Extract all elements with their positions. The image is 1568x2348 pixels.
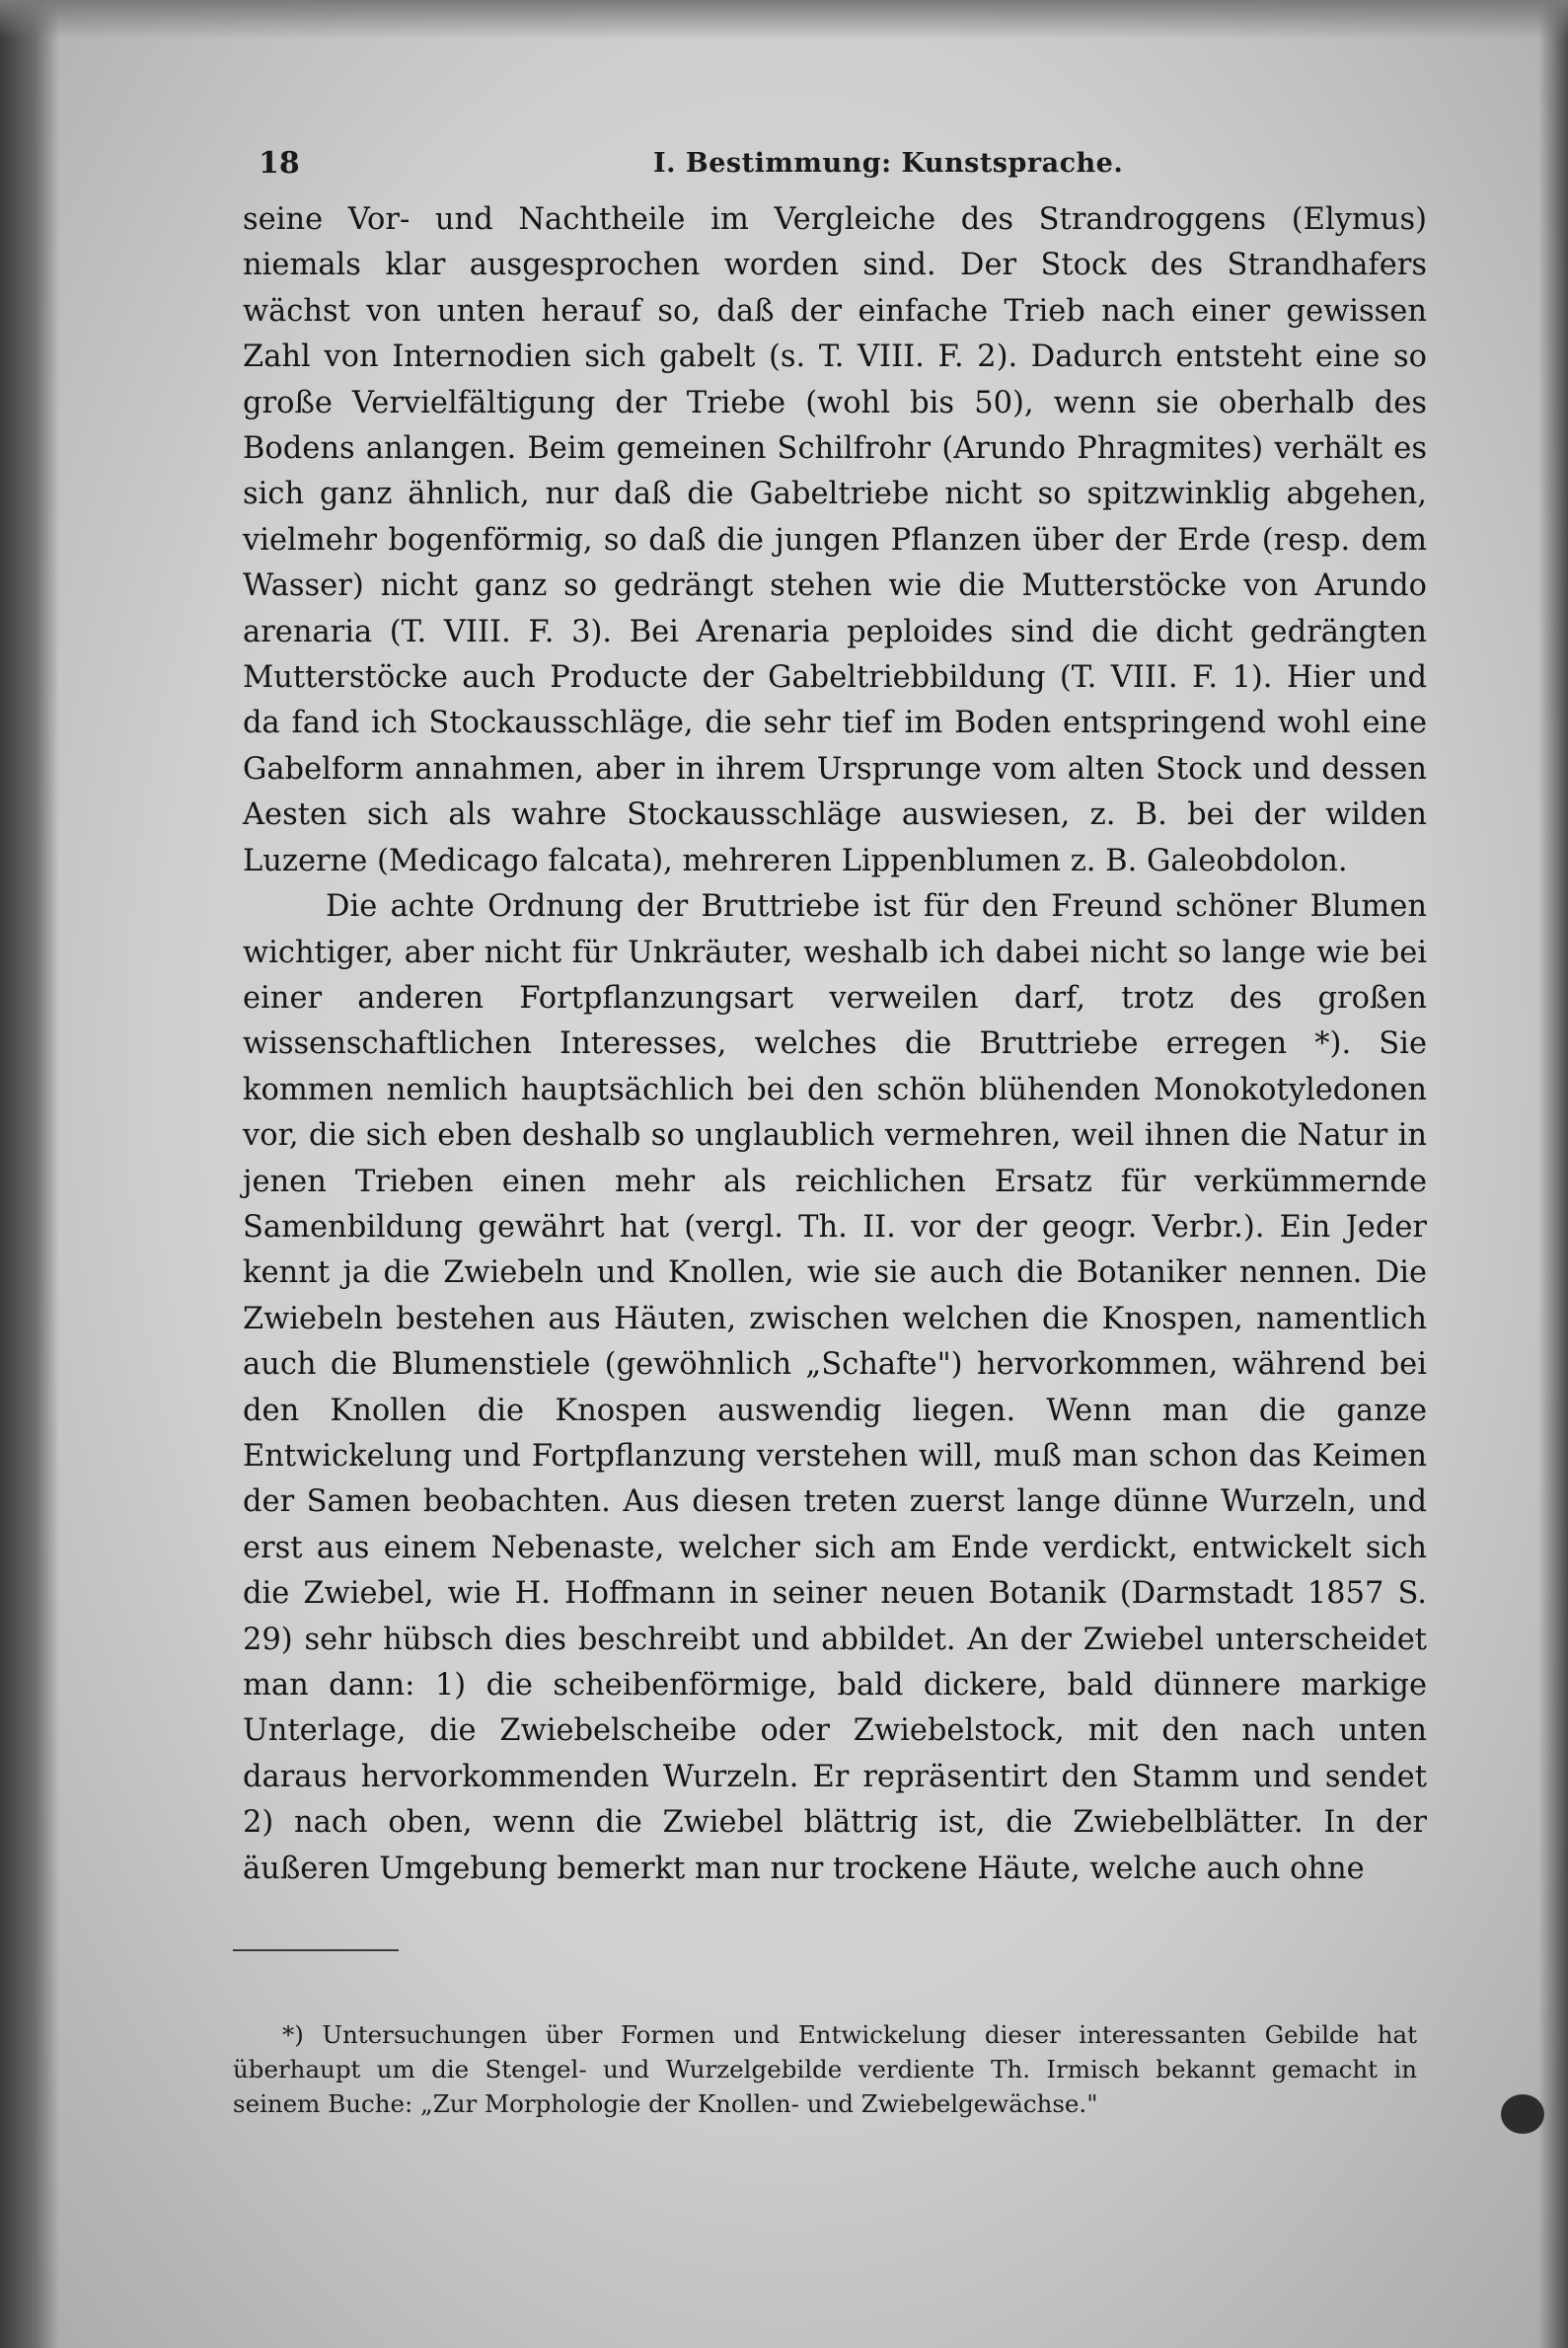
binding-shadow-left <box>0 0 59 2348</box>
page-header <box>259 146 1423 186</box>
main-text <box>243 197 1427 1892</box>
paragraph-1: seine Vor- und Nachtheile im Vergleiche des Strandroggens (Elymus) niemals klar ausgesprochen worden sind. Der Stock des Strandhafers wächst von unten herauf so, daß der einfache Trieb nach einer gewissen Zahl von Internodien sich gabelt (s. T. VIII. F. 2). Dadurch entsteht eine so große Vervielfältigung der Triebe (wohl bis 50), wenn sie oberhalb des Bodens anlangen. Beim gemeinen Schilfrohr (Arundo Phragmites) verhält es sich ganz ähnlich, nur daß die Gabeltriebe nicht so spitzwinklig abgehen, vielmehr bogenförmig, so daß die jungen Pflanzen über der Erde (resp. dem Wasser) nicht ganz so gedrängt stehen wie die Mutterstöcke von Arundo arenaria (T. VIII. F. 3). Bei Arenaria peploides sind die dicht gedrängten Mutterstöcke auch Producte der Gabeltriebbildung (T. VIII. F. 1). Hier und da fand ich Stockausschläge, die sehr tief im Boden entspringend wohl eine Gabelform annahmen, aber in ihrem Ursprunge vom alten Stock und dessen Aesten sich als wahre Stockausschläge auswiesen, z. B. bei der wilden Luzerne (Medicago falcata), mehreren Lippenblumen z. B. Galeobdolon. <box>243 202 1427 878</box>
paragraph-2: Die achte Ordnung der Bruttriebe ist für den Freund schöner Blumen wichtiger, aber nicht für Unkräuter, weshalb ich dabei nicht so lange wie bei einer anderen Fortpflanzungsart verweilen darf, trotz des großen wissenschaftlichen Interesses, welches die Bruttriebe erregen *). Sie kommen nemlich hauptsächlich bei den schön blühenden Monokotyledonen vor, die sich eben deshalb so unglaublich vermehren, weil ihnen die Natur in jenen Trieben einen mehr als reichlichen Ersatz für verkümmernde Samenbildung gewährt hat (vergl. Th. II. vor der geogr. Verbr.). Ein Jeder kennt ja die Zwiebeln und Knollen, wie sie auch die Botaniker nennen. Die Zwiebeln bestehen aus Häuten, zwischen welchen die Knospen, namentlich auch die Blumenstiele (gewöhnlich „Schafte") hervorkommen, während bei den Knollen die Knospen auswendig liegen. Wenn man die ganze Entwickelung und Fortpflanzung verstehen will, muß man schon das Keimen der Samen beobachten. Aus diesen treten zuerst lange dünne Wurzeln, und erst aus einem Nebenaste, welcher sich am Ende verdickt, entwickelt sich die Zwiebel, wie H. Hoffmann in seiner neuen Botanik (Darmstadt 1857 S. 29) sehr hübsch dies beschreibt und abbildet. An der Zwiebel unterscheidet man dann: 1) die scheibenförmige, bald dickere, bald dünnere markige Unterlage, die Zwiebelscheibe oder Zwiebelstock, mit den nach unten daraus hervorkommenden Wurzeln. Er repräsentirt den Stamm und sendet 2) nach oben, wenn die Zwiebel blättrig ist, die Zwiebelblätter. In der äußeren Umgebung bemerkt man nur trockene Häute, welche auch ohne <box>243 889 1427 1886</box>
footnote <box>233 2017 1417 2121</box>
page-edge-shadow-right <box>1538 0 1568 2348</box>
ink-blot <box>1501 2094 1544 2134</box>
running-title: I. Bestimmung: Kunstsprache. <box>653 148 1124 179</box>
footnote-divider <box>233 1949 399 1951</box>
page-number: 18 <box>259 146 300 181</box>
footnote-text: *) Untersuchungen über Formen und Entwickelung dieser interessanten Gebilde hat überhaupt um die Stengel- und Wurzelgebilde verdiente Th. Irmisch bekannt gemacht in seinem Buche: „Zur Morphologie der Knollen- und Zwiebelgewächse." <box>233 2020 1417 2118</box>
page-edge-shadow-top <box>0 0 1568 39</box>
